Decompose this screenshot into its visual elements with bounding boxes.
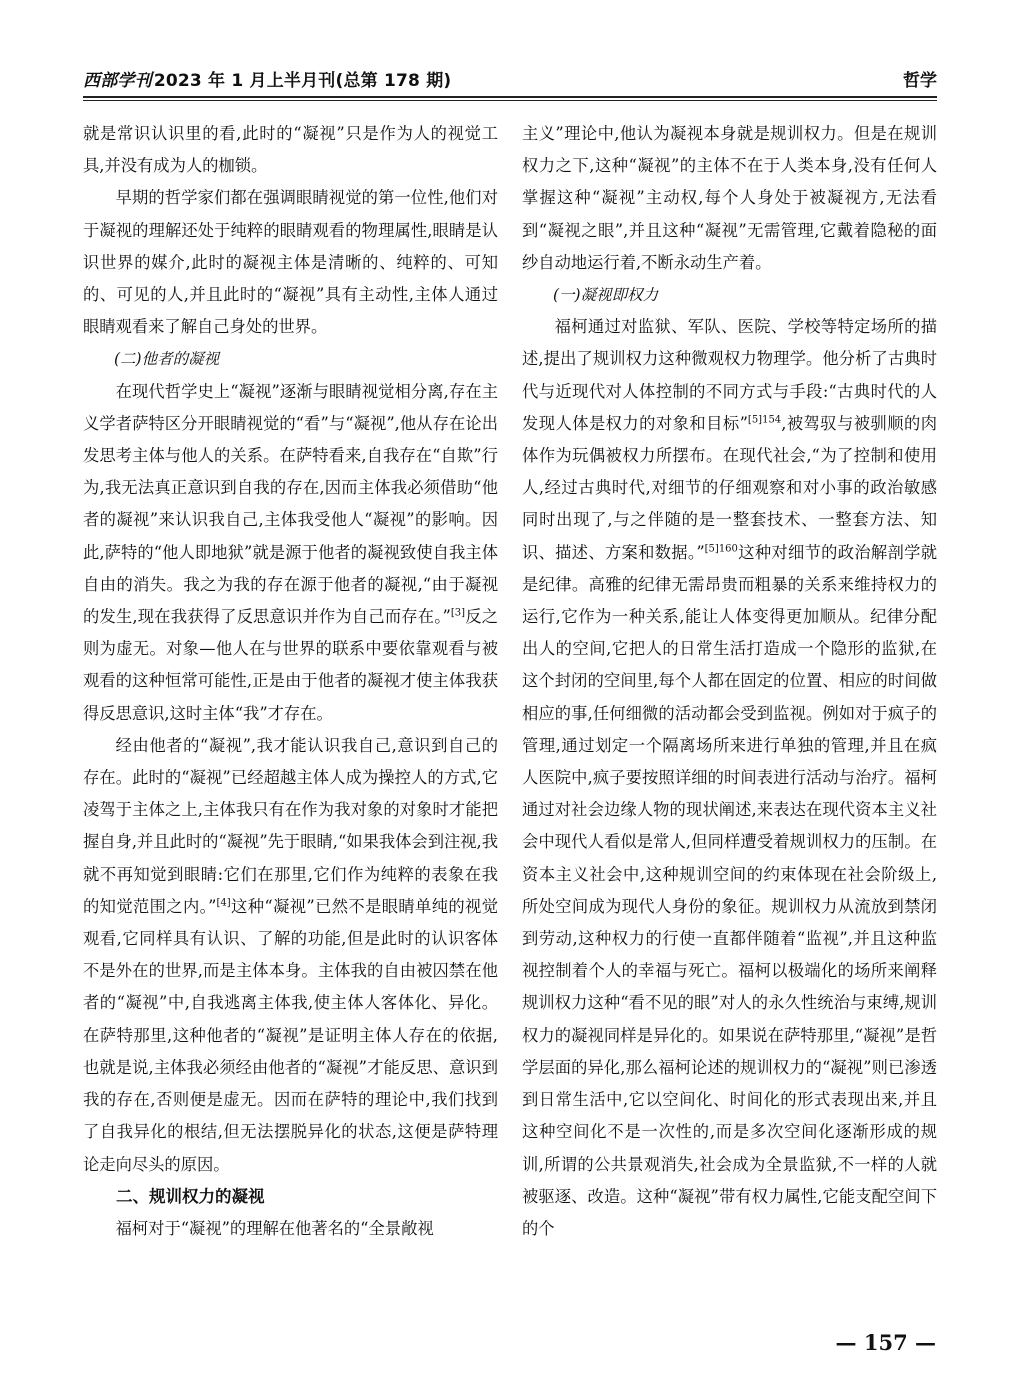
issue-info: 2023 年 1 月上半月刊(总第 178 期) (153, 71, 452, 91)
paragraph: 早期的哲学家们都在强调眼睛视觉的第一位性,他们对于凝视的理解还处于纯粹的眼睛观看的物理属性,眼睛是认识世界的媒介,此时的凝视主体是清晰的、纯粹的、可知的、可见的人,并且此时的“凝视”具有主动性,主体人通过眼睛观看来了解自己身处的世界。 (83, 188, 498, 337)
journal-info (83, 66, 451, 91)
right-column (522, 118, 937, 1245)
running-header (83, 60, 937, 92)
citation: [4] (216, 897, 231, 909)
header-rule-thick (83, 96, 937, 98)
header-rule-thin (83, 100, 937, 101)
citation: [3] (450, 607, 466, 619)
subsection-heading: (二)他者的凝视 (114, 350, 220, 369)
paragraph: 经由他者的“凝视”,我才能认识我自己,意识到自己的存在。此时的“凝视”已经超越主体人成为操控人的方式,它凌驾于主体之上,主体我只有在作为我对象的对象时才能把握自身,并且此时的“凝视”先于眼睛,“如果我体会到注视,我就不再知觉到眼睛:它们在那里,它们作为纯粹的表象在我的知觉范围之内。”[4]这种“凝视”已然不是眼睛单纯的视觉观看,它同样具有认识、了解的功能,但是此时的认识客体不是外在的世界,而是主体本身。主体我的自由被囚禁在他者的“凝视”中,自我逃离主体我,使主体人客体化、异化。在萨特那里,这种他者的“凝视”是证明主体人存在的依据,也就是说,主体我必须经由他者的“凝视”才能反思、意识到我的存在,否则便是虚无。因而在萨特的理论中,我们找到了自我异化的根结,但无法摆脱异化的状态,这便是萨特理论走向尽头的原因。 (83, 735, 498, 1174)
section-heading: 二、规训权力的凝视 (116, 1186, 265, 1206)
left-column (83, 118, 498, 1245)
subsection-heading: (一)凝视即权力 (553, 286, 659, 305)
citation: [5]154 (747, 414, 782, 426)
paragraph: 就是常识认识里的看,此时的“凝视”只是作为人的视觉工具,并没有成为人的枷锁。 (83, 124, 498, 176)
paragraph: 在现代哲学史上“凝视”逐渐与眼睛视觉相分离,存在主义学者萨特区分开眼睛视觉的“看”与“凝视”,他从存在论出发思考主体与他人的关系。在萨特看来,自我存在“自欺”行为,我无法真正意识到自我的存在,因而主体我必须借助“他者的凝视”来认识我自己,主体我受他人“凝视”的影响。因此,萨特的“他人即地狱”就是源于他者的凝视致使自我主体自由的消失。我之为我的存在源于他者的凝视,“由于凝视的发生,现在我获得了反思意识并作为自己而存在。”[3]反之则为虚无。对象—他人在与世界的联系中要依靠观看与被观看的这种恒常可能性,正是由于他者的凝视才使主体我获得反思意识,这时主体“我”才存在。 (83, 381, 498, 723)
journal-masthead: 西部学刊 (83, 71, 152, 91)
paragraph: 福柯对于“凝视”的理解在他著名的“全景敞视 (115, 1218, 434, 1238)
page-number: — 157 — (835, 1330, 936, 1355)
citation: [5]160 (704, 543, 738, 555)
paragraph: 福柯通过对监狱、军队、医院、学校等特定场所的描述,提出了规训权力这种微观权力物理学。他分析了古典时代与近现代对人体控制的不同方式与手段:“古典时代的人发现人体是权力的对象和目标”$^{[5]154}$,被驾驭与被驯顺的肉体作为玩偶被权力所摆布。在现代社会,“为了控制和使用人,经过古典时代,对细节的仔细观察和对小事的政治敏感同时出现了,与之伴随的是一整套技术、一整套方法、知识、描述、方案和数据。”$^{[5]160}$这种对细节的政治解剖学就是纪律。高雅的纪律无需昂贵而粗暴的关系来维持权力的运行,它作为一种关系,能让人体变得更加顺从。纪律分配出人的空间,它把人的日常生活打造成一个隐形的监狱,在这个封闭的空间里,每个人都在固定的位置、相应的时间做相应的事,任何细微的活动都会受到监视。例如对于疯子的管理,通过划定一个隔离场所来进行单独的管理,并且在疯人医院中,疯子要按照详细的时间表进行活动与治疗。福柯通过对社会边缘人物的现状阐述,来表达在现代资本主义社会中现代人看似是常人,但同样遭受着规训权力的压制。在资本主义社会中,这种规训空间的约束体现在社会阶级上,所处空间成为现代人身份的象征。规训权力从流放到禁闭到劳动,这种权力的行使一直都伴随着“监视”,并且这种监视控制着个人的幸福与死亡。福柯以极端化的场所来阐释规训权力这种“看不见的眼”对人的永久性统治与束缚,规训权力的凝视同样是异化的。如果说在萨特那里,“凝视”是哲学层面的异化,那么福柯论述的规训权力的“凝视”则已渗透到日常生活中,它以空间化、时间化的形式表现出来,并且这种空间化不是一次性的,而是多次空间化逐渐形成的规训,所谓的公共景观消失,社会成为全景监狱,不一样的人就被驱逐、改造。这种“凝视”带有权力属性,它能支配空间下的个 (522, 317, 937, 1238)
section-label: 哲学 (903, 71, 937, 91)
paragraph: 主义”理论中,他认为凝视本身就是规训权力。但是在规训权力之下,这种“凝视”的主体不在于人类本身,没有任何人掌握这种“凝视”主动权,每个人身处于被凝视方,无法看到“凝视之眼”,并且这种“凝视”无需管理,它戴着隐秘的面纱自动地运行着,不断永动生产着。 (522, 124, 937, 272)
